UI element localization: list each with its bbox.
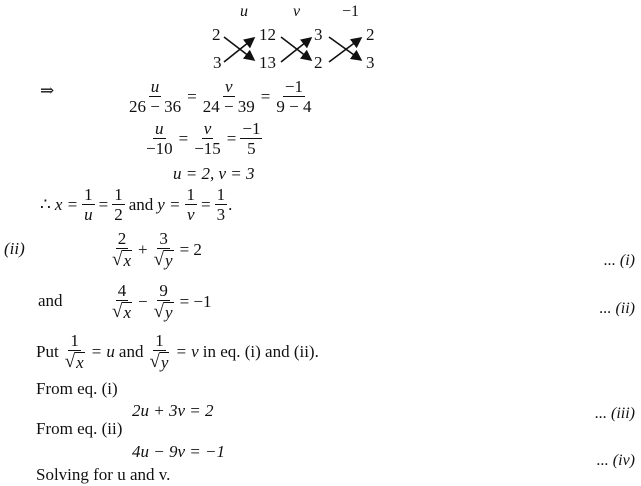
coeff-b1: 12 xyxy=(259,25,276,44)
ratio-equation-2 xyxy=(144,120,262,157)
period: . xyxy=(228,195,233,214)
equals-sign: = xyxy=(98,195,109,214)
fraction-numerator: 3 xyxy=(159,229,168,248)
equation-ii xyxy=(110,282,212,321)
fraction-numerator: −1 xyxy=(242,119,261,138)
equation-tag: ... (iii) xyxy=(595,405,635,422)
implies-arrow: ⇒ xyxy=(40,81,55,100)
part-label: (ii) xyxy=(4,239,25,258)
sqrt-x: √ x xyxy=(64,351,84,372)
fraction-numerator: 1 xyxy=(70,331,79,350)
column-header-u: u xyxy=(240,3,248,20)
fraction-denominator: v xyxy=(187,205,195,224)
equation-tag: ... (i) xyxy=(603,252,635,269)
fraction-numerator: v xyxy=(224,77,233,96)
equals-sign: = xyxy=(178,129,189,148)
fraction-numerator: v xyxy=(203,119,212,138)
substitution-line xyxy=(36,332,319,371)
sqrt-y: √ y xyxy=(153,249,173,270)
fraction-denominator: u xyxy=(84,205,93,224)
plus-sign: + xyxy=(137,240,148,259)
fraction-numerator: 1 xyxy=(114,185,123,204)
solution-xy xyxy=(40,186,232,223)
fraction-numerator: 4 xyxy=(117,281,127,300)
fraction-denominator: 9 − 4 xyxy=(276,97,312,116)
cross-arrows xyxy=(0,0,641,90)
sqrt-x: √ x xyxy=(112,249,131,270)
therefore-symbol: ∴ xyxy=(40,195,51,214)
and-word: and xyxy=(128,195,154,214)
equals-sign: = xyxy=(226,129,237,148)
fraction-numerator: u xyxy=(150,77,160,96)
coeff-b2: 13 xyxy=(259,53,276,72)
minus-sign: − xyxy=(137,292,148,311)
equation-iv: 4u − 9v = −1 xyxy=(132,442,225,461)
fraction-denominator: −10 xyxy=(146,139,173,158)
coeff-c2: 2 xyxy=(314,53,323,72)
fraction-numerator: 2 xyxy=(117,229,127,248)
coeff-a2: 3 xyxy=(213,53,222,72)
equals-sign: = xyxy=(187,87,197,106)
fraction-numerator: 9 xyxy=(159,281,168,300)
coeff-c1: 3 xyxy=(314,25,323,44)
sqrt-x: √ x xyxy=(112,301,131,322)
and-word: and xyxy=(38,291,63,310)
equation-rhs: = −1 xyxy=(179,292,212,311)
equation-rhs: = 2 xyxy=(179,240,202,259)
equals-sign: = xyxy=(201,195,211,214)
column-header-constant: −1 xyxy=(342,3,360,20)
coeff-d2: 3 xyxy=(366,53,375,72)
solution-uv: u = 2, v = 3 xyxy=(173,164,255,183)
fraction-denominator: 3 xyxy=(216,205,226,224)
fraction-denominator: 26 − 36 xyxy=(129,97,182,116)
fraction-denominator: 24 − 39 xyxy=(202,97,255,116)
sqrt-y: √ y xyxy=(149,351,169,372)
equation-tag: ... (ii) xyxy=(599,300,635,317)
fraction-numerator: 1 xyxy=(155,331,164,350)
from-eq-ii: From eq. (ii) xyxy=(36,419,123,438)
equation-i xyxy=(110,230,202,269)
fraction-denominator: −15 xyxy=(194,139,221,158)
solving-note: Solving for u and v. xyxy=(36,465,171,484)
sqrt-y: √ y xyxy=(153,301,173,322)
fraction-denominator: 5 xyxy=(247,139,256,158)
equals-v: = v xyxy=(175,342,199,361)
equals-u: = u xyxy=(90,342,115,361)
fraction-numerator: u xyxy=(155,119,164,138)
put-word: Put xyxy=(36,342,59,361)
fraction-denominator: 2 xyxy=(114,205,123,224)
equals-sign: = xyxy=(260,87,271,106)
substitution-note: in eq. (i) and (ii). xyxy=(202,342,319,361)
coeff-a1: 2 xyxy=(212,25,221,44)
ratio-equation-1 xyxy=(127,78,313,115)
fraction-numerator: −1 xyxy=(284,77,303,96)
equation-iii: 2u + 3v = 2 xyxy=(132,401,214,420)
column-header-v: v xyxy=(293,3,301,20)
fraction-numerator: 1 xyxy=(186,185,196,204)
from-eq-i: From eq. (i) xyxy=(36,379,118,398)
fraction-numerator: 1 xyxy=(216,185,226,204)
x-label: x = xyxy=(54,195,79,214)
equation-tag: ... (iv) xyxy=(596,452,635,469)
fraction-numerator: 1 xyxy=(84,185,93,204)
coeff-d1: 2 xyxy=(366,25,375,44)
y-label: y = xyxy=(157,195,181,214)
and-word: and xyxy=(118,342,144,361)
